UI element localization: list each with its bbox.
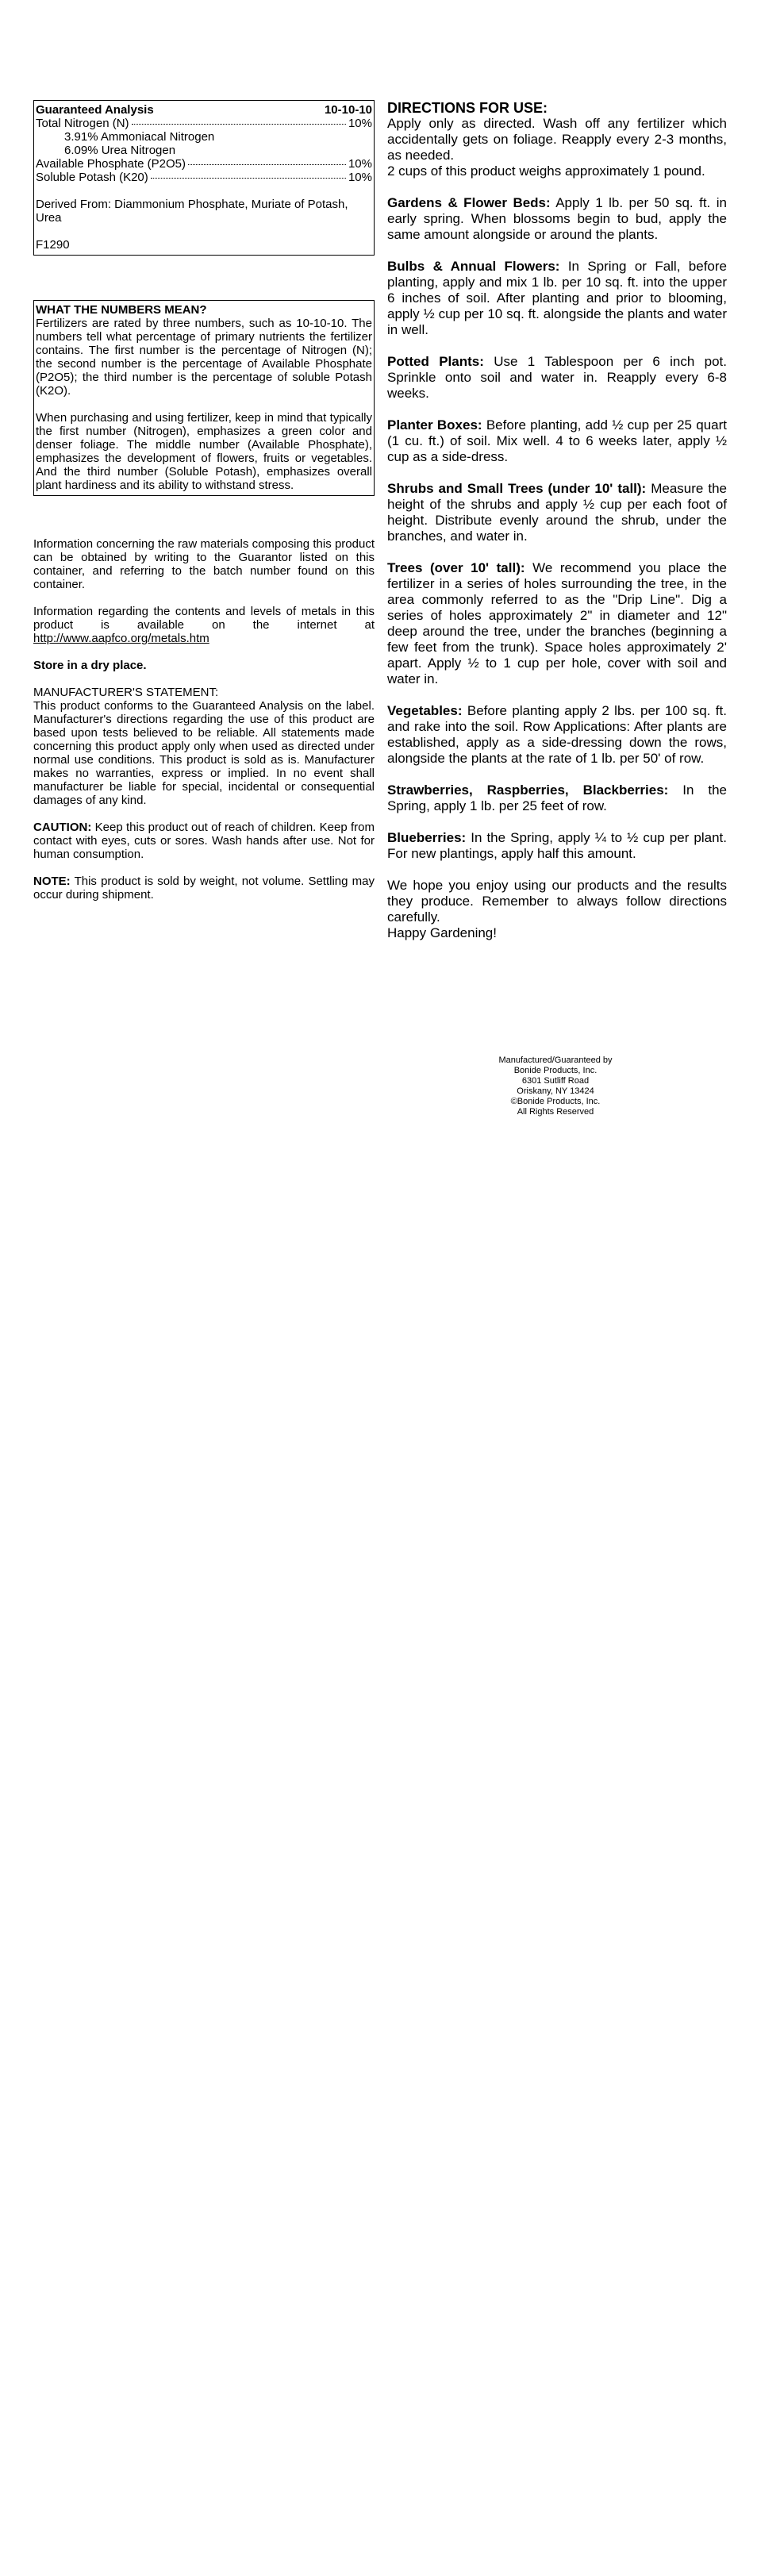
directions-intro: Apply only as directed. Wash off any fertilizer which accidentally gets on foliage. Reapply every 2-3 months, as needed. (387, 116, 727, 163)
potash-label: Soluble Potash (K20) (36, 171, 148, 184)
berries-label: Strawberries, Raspberries, Blackberries: (387, 782, 669, 798)
potash-row (36, 171, 372, 184)
planter-section (387, 417, 727, 465)
fertilizer-grade: 10-10-10 (324, 103, 372, 117)
guaranteed-analysis-box (33, 100, 375, 256)
blueberries-text: In the Spring, apply ¼ to ½ cup per plant. For new plantings, apply half this amount. (387, 830, 727, 861)
bulbs-label: Bulbs & Annual Flowers: (387, 259, 560, 274)
settling-note (33, 875, 375, 902)
total-nitrogen-value: 10% (348, 117, 372, 130)
potted-text: Use 1 Tablespoon per 6 inch pot. Sprinkle onto soil and water in. Reapply every 6-8 weeks. (387, 354, 727, 401)
manufacturer-title: MANUFACTURER'S STATEMENT: (33, 686, 219, 699)
gardens-text: Apply 1 lb. per 50 sq. ft. in early spring. When blossoms begin to bud, apply the same amount alongside or around the plants. (387, 195, 727, 242)
dot-leader (188, 164, 346, 165)
cups-weight: 2 cups of this product weighs approximately 1 pound. (387, 163, 705, 179)
derived-from: Derived From: Diammonium Phosphate, Muriate of Potash, Urea (36, 198, 348, 225)
urea-nitrogen: 6.09% Urea Nitrogen (64, 144, 176, 157)
berries-section (387, 782, 727, 814)
potash-value: 10% (348, 171, 372, 184)
vegetables-section (387, 703, 727, 767)
manufacturer-credit (444, 1055, 667, 1117)
caution-label: CAUTION: (33, 821, 92, 834)
caution-text: Keep this product out of reach of children. Keep from contact with eyes, cuts or sores. Wash hands after use. Not for human consumption. (33, 821, 375, 861)
trees-label: Trees (over 10' tall): (387, 560, 525, 575)
vegetables-label: Vegetables: (387, 703, 463, 718)
directions-title: DIRECTIONS FOR USE: (387, 100, 548, 116)
ammoniacal-nitrogen: 3.91% Ammoniacal Nitrogen (64, 130, 215, 144)
total-nitrogen-row (36, 117, 372, 130)
raw-materials-info: Information concerning the raw materials composing this product can be obtained by writing to the Guarantor listed on this container, and referring to the batch number found on this container. (33, 537, 375, 591)
berries-text: In the Spring, apply 1 lb. per 25 feet of row. (387, 782, 727, 813)
store-note: Store in a dry place. (33, 659, 147, 672)
bulbs-section (387, 259, 727, 338)
numbers-paragraph-1: Fertilizers are rated by three numbers, such as 10-10-10. The numbers tell what percentage of primary nutrients the fertilizer contains. The first number is the percentage of Nitrogen (N); the second number is the percentage of Available Phosphate (P2O5); the third number is the percentage of soluble Potash (K2O). (36, 317, 372, 398)
vegetables-text: Before planting apply 2 lbs. per 100 sq. ft. and rake into the soil. Row Applications: After plants are established, apply as a side-dressing down the rows, alongside the plants at the rate of 1 lb. per 50' of row. (387, 703, 727, 766)
gardens-label: Gardens & Flower Beds: (387, 195, 551, 210)
planter-label: Planter Boxes: (387, 417, 482, 433)
potted-label: Potted Plants: (387, 354, 484, 369)
credit-line: 6301 Sutliff Road (521, 1076, 590, 1086)
caution-note (33, 821, 375, 861)
credit-line: Oriskany, NY 13424 (517, 1086, 594, 1096)
numbers-meaning-box (33, 300, 375, 496)
closing-note: We hope you enjoy using our products and the results they produce. Remember to always follow directions carefully. (387, 878, 727, 925)
potted-section (387, 354, 727, 402)
shrubs-text: Measure the height of the shrubs and apply ½ cup per each foot of height. Distribute evenly around the shrub, under the branches, and water in. (387, 481, 727, 544)
metals-link[interactable]: http://www.aapfco.org/metals.htm (33, 632, 209, 645)
manufacturer-statement: This product conforms to the Guaranteed Analysis on the label. Manufacturer's directions regarding the use of this product are based upon tests believed to be reliable. All statements made concerning this product apply only when used as directed under normal use conditions. This product is sold as is. Manufacturer makes no warranties, express or implied. In no event shall manufacturer be liable for special, incidental or consequential damages of any kind. (33, 699, 375, 807)
blueberries-label: Blueberries: (387, 830, 467, 845)
phosphate-value: 10% (348, 157, 372, 171)
phosphate-row (36, 157, 372, 171)
credit-line: All Rights Reserved (517, 1107, 594, 1117)
guaranteed-analysis-header (36, 103, 372, 117)
product-code: F1290 (36, 238, 70, 252)
planter-text: Before planting, add ½ cup per 25 quart (1 cu. ft.) of soil. Mix well. 4 to 6 weeks later, apply ½ cup as a side-dress. (387, 417, 727, 464)
numbers-paragraph-2: When purchasing and using fertilizer, keep in mind that typically the first number (Nitrogen), emphasizes a green color and denser foliage. The middle number (Available Phosphate), emphasizes the development of flowers, fruits or vegetables. And the third number (Soluble Potash), emphasizes overall plant hardiness and its ability to withstand stress. (36, 411, 372, 492)
left-column (33, 100, 375, 902)
shrubs-section (387, 481, 727, 544)
phosphate-label: Available Phosphate (P2O5) (36, 157, 186, 171)
bulbs-text: In Spring or Fall, before planting, apply and mix 1 lb. per 10 sq. ft. into the upper 6 inches of soil. After planting and prior to blooming, apply ½ cup per 10 sq. ft. alongside the plants and water in well. (387, 259, 727, 337)
note-label: NOTE: (33, 875, 71, 888)
right-column (387, 100, 727, 941)
dot-leader (151, 178, 346, 179)
total-nitrogen-label: Total Nitrogen (N) (36, 117, 129, 130)
happy-gardening: Happy Gardening! (387, 925, 497, 940)
credit-line: ©Bonide Products, Inc. (510, 1097, 601, 1106)
trees-text: We recommend you place the fertilizer in a series of holes surrounding the tree, in the area commonly referred to as the "Drip Line". Dig a series of holes approximately 2" in diameter and 12" deep around the tree, under the branches (beginning a few feet from the trunk). Space holes approximately 2' apart. Apply ½ to 1 cup per hole, cover with soil and water in. (387, 560, 727, 686)
note-text: This product is sold by weight, not volume. Settling may occur during shipment. (33, 875, 375, 902)
numbers-title: WHAT THE NUMBERS MEAN? (36, 303, 207, 317)
trees-section (387, 560, 727, 687)
dot-leader (132, 124, 346, 125)
metals-text: Information regarding the contents and levels of metals in this product is available on the internet at (33, 605, 375, 632)
blueberries-section (387, 830, 727, 862)
guaranteed-analysis-title: Guaranteed Analysis (36, 103, 154, 117)
credit-line: Manufactured/Guaranteed by (498, 1055, 613, 1065)
gardens-section (387, 195, 727, 243)
metals-info (33, 605, 375, 645)
credit-line: Bonide Products, Inc. (513, 1066, 598, 1075)
shrubs-label: Shrubs and Small Trees (under 10' tall): (387, 481, 647, 496)
